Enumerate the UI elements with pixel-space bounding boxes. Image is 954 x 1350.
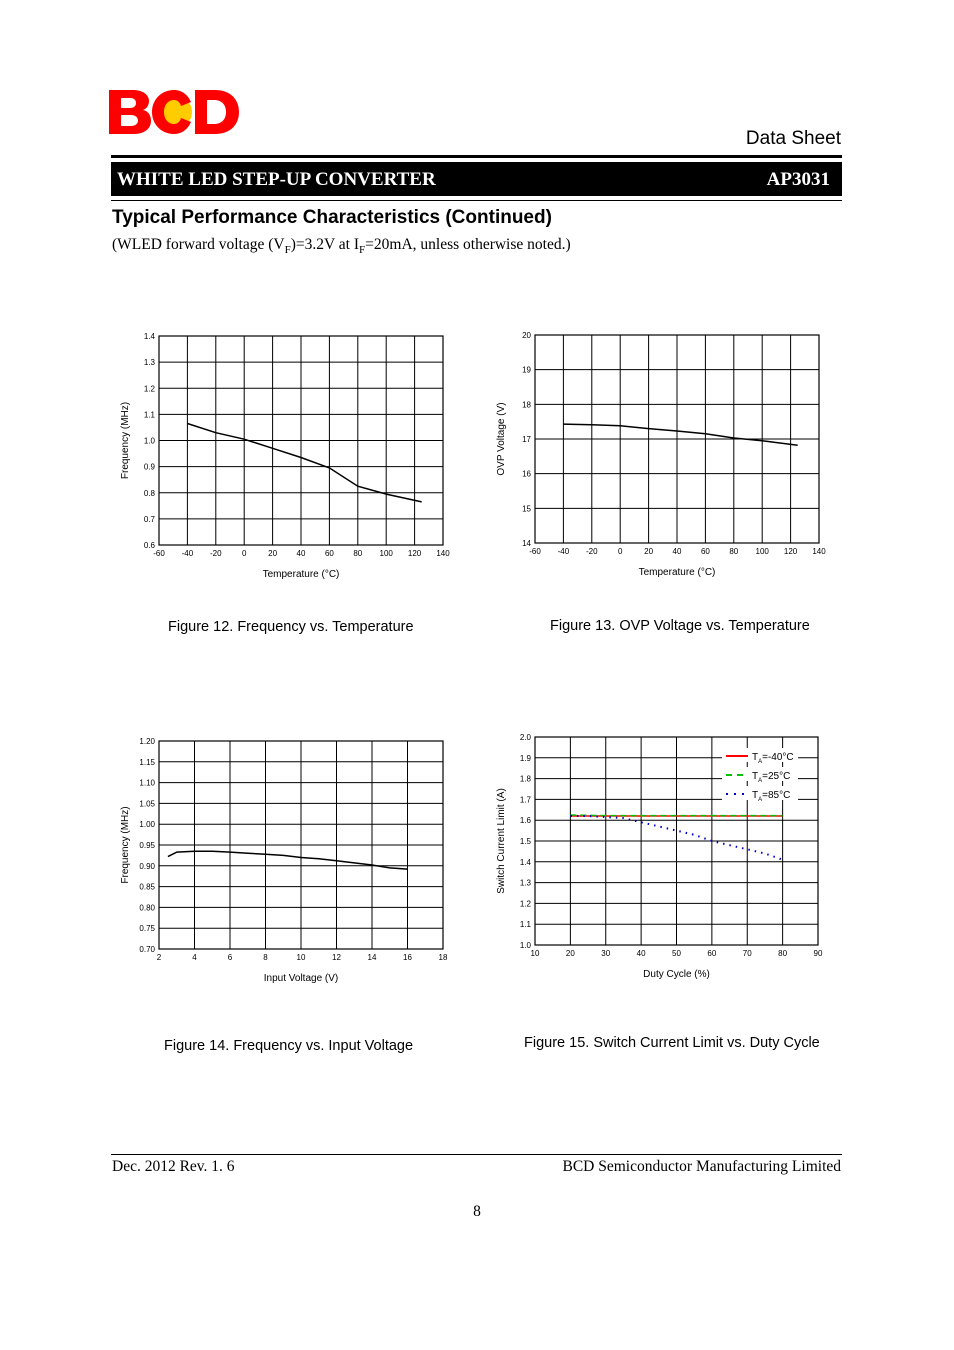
fig13-xtick-label: 20 xyxy=(644,547,654,556)
fig14-ytick-label: 0.90 xyxy=(139,861,155,871)
fig12-ytick-label: 0.6 xyxy=(143,541,155,550)
fig15-ylabel: Switch Current Limit (A) xyxy=(496,788,507,894)
figure-14-caption: Figure 14. Frequency vs. Input Voltage xyxy=(164,1038,414,1054)
fig13-ylabel: OVP Voltage (V) xyxy=(496,402,507,476)
fig14-ytick-label: 1.05 xyxy=(139,799,155,809)
fig13-ytick-label: 19 xyxy=(522,365,531,375)
fig12-xlabel: Temperature (°C) xyxy=(262,569,340,580)
footer-date-revision: Dec. 2012 Rev. 1. 6 xyxy=(112,1158,235,1175)
fig14-xtick-label: 16 xyxy=(403,953,412,962)
conditions-suffix: =20mA, unless otherwise noted.) xyxy=(365,236,571,253)
fig14-chart xyxy=(120,737,448,984)
fig12-ytick-label: 1.0 xyxy=(143,436,155,446)
fig14-ylabel: Frequency (MHz) xyxy=(120,806,131,884)
fig15-ytick-label: 1.0 xyxy=(519,941,531,950)
fig12-chart xyxy=(120,332,450,580)
fig13-xlabel: Temperature (°C) xyxy=(638,567,716,578)
fig14-ytick-label: 0.80 xyxy=(139,903,155,913)
fig15-legend-label: $T_A=-40^\circ C$ xyxy=(752,752,794,765)
fig14-xtick-label: 8 xyxy=(263,953,268,962)
fig12-xtick-label: 140 xyxy=(436,549,450,558)
conditions-sub-vf: F xyxy=(284,244,291,257)
fig13-ytick-label: 18 xyxy=(522,400,531,410)
conditions-sub-if: F xyxy=(359,244,366,257)
fig12-xtick-label: -20 xyxy=(210,549,222,558)
fig12-ytick-label: 0.9 xyxy=(143,462,155,472)
footer-rule xyxy=(111,1154,842,1155)
fig15-xtick-label: 80 xyxy=(778,949,788,958)
fig13-ytick-label: 16 xyxy=(522,469,531,479)
fig12-xtick-label: 0 xyxy=(241,549,247,558)
fig14-ytick-label: 0.95 xyxy=(139,841,155,850)
fig13-chart xyxy=(496,331,826,578)
fig13-xtick-label: 140 xyxy=(812,547,826,556)
conditions-mid: )=3.2V at I xyxy=(290,236,360,253)
fig14-ytick-label: 1.10 xyxy=(139,778,155,788)
fig12-xtick-label: 60 xyxy=(324,549,334,558)
fig13-xtick-label: 0 xyxy=(617,547,623,556)
fig12-xtick-label: 100 xyxy=(379,549,393,558)
fig12-xtick-label: -40 xyxy=(181,549,194,558)
fig15-ytick-label: 1.3 xyxy=(519,878,531,888)
part-number: AP3031 xyxy=(766,169,830,190)
fig12-xtick-label: -60 xyxy=(153,549,165,558)
fig13-xtick-label: -20 xyxy=(586,547,598,556)
fig13-ytick-label: 14 xyxy=(522,539,531,548)
fig13-ytick-label: 17 xyxy=(522,435,531,444)
fig14-xtick-label: 18 xyxy=(438,953,448,962)
fig15-xtick-label: 90 xyxy=(813,949,823,958)
fig13-ytick-label: 15 xyxy=(522,504,531,514)
fig12-ytick-label: 0.7 xyxy=(143,514,155,524)
fig13-xtick-label: 80 xyxy=(729,547,739,556)
fig14-ytick-label: 1.00 xyxy=(139,820,155,830)
fig15-xtick-label: 30 xyxy=(601,949,611,958)
fig14-xlabel: Input Voltage (V) xyxy=(263,973,339,984)
fig14-ytick-label: 1.20 xyxy=(139,737,155,746)
fig13-xtick-label: 120 xyxy=(783,547,798,556)
fig15-chart xyxy=(496,733,823,980)
fig13-xtick-label: 100 xyxy=(755,547,769,556)
fig15-ytick-label: 1.4 xyxy=(519,857,531,867)
fig12-ytick-label: 1.1 xyxy=(143,410,155,420)
fig14-ytick-label: 0.75 xyxy=(139,924,155,934)
fig15-legend-label: $T_A=25^\circ C$ xyxy=(752,771,791,784)
fig13-xtick-label: -40 xyxy=(557,547,570,556)
fig14-xtick-label: 6 xyxy=(227,953,233,962)
figure-12-caption: Figure 12. Frequency vs. Temperature xyxy=(168,619,414,635)
fig14-xtick-label: 12 xyxy=(332,953,341,962)
fig14-xtick-label: 10 xyxy=(296,953,306,962)
fig15-ytick-label: 2.0 xyxy=(519,733,531,742)
fig15-xtick-label: 70 xyxy=(742,949,752,958)
fig12-ytick-label: 1.3 xyxy=(143,358,155,368)
fig15-legend-label: $T_A=85^\circ C$ xyxy=(752,790,791,803)
fig15-ytick-label: 1.8 xyxy=(519,774,531,784)
fig12-ylabel: Frequency (MHz) xyxy=(120,401,131,480)
fig15-ytick-label: 1.9 xyxy=(519,753,531,763)
fig13-ytick-label: 20 xyxy=(522,331,531,340)
fig12-xtick-label: 120 xyxy=(407,549,422,558)
fig14-ytick-label: 0.85 xyxy=(139,882,155,892)
fig15-xtick-label: 40 xyxy=(636,949,646,958)
product-title: WHITE LED STEP-UP CONVERTER xyxy=(117,169,436,190)
fig14-xtick-label: 2 xyxy=(156,953,162,962)
fig12-ytick-label: 1.4 xyxy=(143,332,155,341)
fig15-ytick-label: 1.1 xyxy=(519,920,531,930)
fig15-xtick-label: 60 xyxy=(707,949,717,958)
figure-13-caption: Figure 13. OVP Voltage vs. Temperature xyxy=(550,618,810,634)
figure-15-caption: Figure 15. Switch Current Limit vs. Duty Cycle xyxy=(524,1035,820,1051)
fig12-ytick-label: 0.8 xyxy=(143,488,155,498)
page-number: 8 xyxy=(473,1203,481,1220)
fig12-ytick-label: 1.2 xyxy=(143,384,155,394)
fig15-xtick-label: 20 xyxy=(565,949,575,958)
conditions-prefix: (WLED forward voltage (V xyxy=(112,236,285,253)
fig12-xtick-label: 20 xyxy=(268,549,278,558)
fig14-xtick-label: 4 xyxy=(192,953,197,962)
fig14-xtick-label: 14 xyxy=(367,953,377,962)
fig14-ytick-label: 1.15 xyxy=(139,757,155,767)
fig15-xtick-label: 10 xyxy=(530,949,540,958)
section-title: Typical Performance Characteristics (Continued) xyxy=(112,207,552,228)
fig12-xtick-label: 40 xyxy=(296,549,306,558)
fig12-xtick-label: 80 xyxy=(353,549,363,558)
fig15-ytick-label: 1.7 xyxy=(519,795,531,805)
doc-type-label: Data Sheet xyxy=(745,128,841,149)
fig13-xtick-label: 40 xyxy=(672,547,682,556)
footer-company: BCD Semiconductor Manufacturing Limited xyxy=(562,1158,841,1175)
fig13-xtick-label: -60 xyxy=(529,547,541,556)
fig15-ytick-label: 1.6 xyxy=(519,816,531,826)
fig15-ytick-label: 1.2 xyxy=(519,899,531,909)
fig15-xlabel: Duty Cycle (%) xyxy=(643,969,710,980)
fig15-ytick-label: 1.5 xyxy=(519,837,531,846)
fig15-xtick-label: 50 xyxy=(672,949,681,958)
fig14-ytick-label: 0.70 xyxy=(139,945,155,954)
fig13-xtick-label: 60 xyxy=(700,547,710,556)
